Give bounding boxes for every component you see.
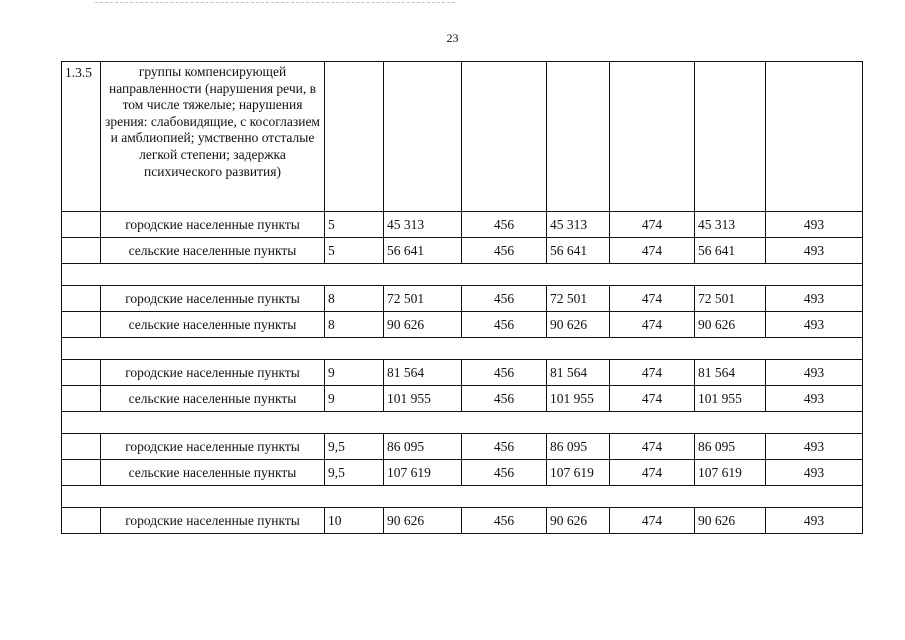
settlement-type-cell: сельские населенные пункты [101,386,325,412]
table-cell: 456 [462,238,547,264]
settlement-type-cell: городские населенные пункты [101,212,325,238]
table-cell: 9,5 [325,460,384,486]
table-cell: 101 955 [547,386,610,412]
table-cell: 101 955 [695,386,766,412]
table-cell: 56 641 [695,238,766,264]
table-cell: 493 [766,212,863,238]
table-cell: 474 [610,360,695,386]
table-cell: 9,5 [325,434,384,460]
table-cell: 72 501 [384,286,462,312]
code-cell [62,460,101,486]
table-cell: 456 [462,312,547,338]
table-cell: 456 [462,386,547,412]
table-cell: 56 641 [547,238,610,264]
scan-artifact [95,2,455,7]
table-body [62,62,863,534]
table-cell: 45 313 [547,212,610,238]
table-cell: 8 [325,286,384,312]
table-cell: 456 [462,286,547,312]
code-cell [62,508,101,534]
settlement-type-cell: сельские населенные пункты [101,238,325,264]
table-cell: 90 626 [547,312,610,338]
table-cell: 81 564 [695,360,766,386]
table-cell: 493 [766,460,863,486]
table-cell [547,62,610,212]
table-row [62,238,863,264]
table-cell: 107 619 [547,460,610,486]
table-cell: 72 501 [547,286,610,312]
table-cell: 86 095 [384,434,462,460]
gap-cell [62,412,863,434]
table-cell: 474 [610,212,695,238]
table-cell: 493 [766,238,863,264]
table-cell: 72 501 [695,286,766,312]
table-row [62,508,863,534]
table-cell: 107 619 [695,460,766,486]
table-cell: 493 [766,286,863,312]
table-cell: 90 626 [695,312,766,338]
table-cell: 81 564 [384,360,462,386]
table-cell: 10 [325,508,384,534]
table-cell: 45 313 [695,212,766,238]
table-cell: 90 626 [547,508,610,534]
table-cell: 456 [462,434,547,460]
table-cell: 9 [325,386,384,412]
table-cell: 474 [610,460,695,486]
code-cell [62,212,101,238]
table-cell: 5 [325,212,384,238]
table-cell: 45 313 [384,212,462,238]
table-cell: 107 619 [384,460,462,486]
table-cell: 474 [610,238,695,264]
table-cell [325,62,384,212]
code-cell [62,238,101,264]
table-cell: 81 564 [547,360,610,386]
tariff-table [61,61,863,534]
table-row [62,434,863,460]
settlement-type-cell: городские населенные пункты [101,434,325,460]
table-cell: 474 [610,386,695,412]
table-cell: 456 [462,508,547,534]
table-row-header [62,62,863,212]
table-cell [766,62,863,212]
table-cell [384,62,462,212]
table-cell: 493 [766,312,863,338]
gap-cell [62,264,863,286]
table-cell: 86 095 [547,434,610,460]
section-code: 1.3.5 [62,62,101,212]
settlement-type-cell: городские населенные пункты [101,508,325,534]
table-row [62,386,863,412]
table-cell: 493 [766,360,863,386]
table-cell: 101 955 [384,386,462,412]
settlement-type-cell: городские населенные пункты [101,360,325,386]
table-cell: 456 [462,360,547,386]
table-row [62,360,863,386]
table-gap-row [62,486,863,508]
table-row [62,312,863,338]
table-cell: 456 [462,460,547,486]
table-cell: 474 [610,508,695,534]
table-cell: 493 [766,508,863,534]
table-cell: 86 095 [695,434,766,460]
table-cell: 474 [610,286,695,312]
table-gap-row [62,264,863,286]
table-row [62,212,863,238]
settlement-type-cell: сельские населенные пункты [101,460,325,486]
code-cell [62,312,101,338]
page-number: 23 [446,31,459,45]
table-cell: 90 626 [695,508,766,534]
table-cell: 90 626 [384,508,462,534]
table-cell: 456 [462,212,547,238]
code-cell [62,286,101,312]
table-cell: 493 [766,386,863,412]
gap-cell [62,338,863,360]
table-cell [462,62,547,212]
code-cell [62,360,101,386]
code-cell [62,434,101,460]
table-cell: 90 626 [384,312,462,338]
settlement-type-cell: городские населенные пункты [101,286,325,312]
code-cell [62,386,101,412]
table-cell: 56 641 [384,238,462,264]
table-cell: 474 [610,434,695,460]
table-cell: 9 [325,360,384,386]
table-cell: 493 [766,434,863,460]
table-row [62,460,863,486]
table-gap-row [62,412,863,434]
section-description: группы компенсирующей направленности (нарушения речи, в том числе тяжелые; нарушения зрения: слабовидящие, с косоглазием и амблиопией; умственно отсталые легкой степени; задержка психического развития) [101,62,325,212]
table-cell: 8 [325,312,384,338]
table-cell [610,62,695,212]
table-row [62,286,863,312]
table-cell: 5 [325,238,384,264]
table-cell: 474 [610,312,695,338]
settlement-type-cell: сельские населенные пункты [101,312,325,338]
table-cell [695,62,766,212]
gap-cell [62,486,863,508]
table-gap-row [62,338,863,360]
